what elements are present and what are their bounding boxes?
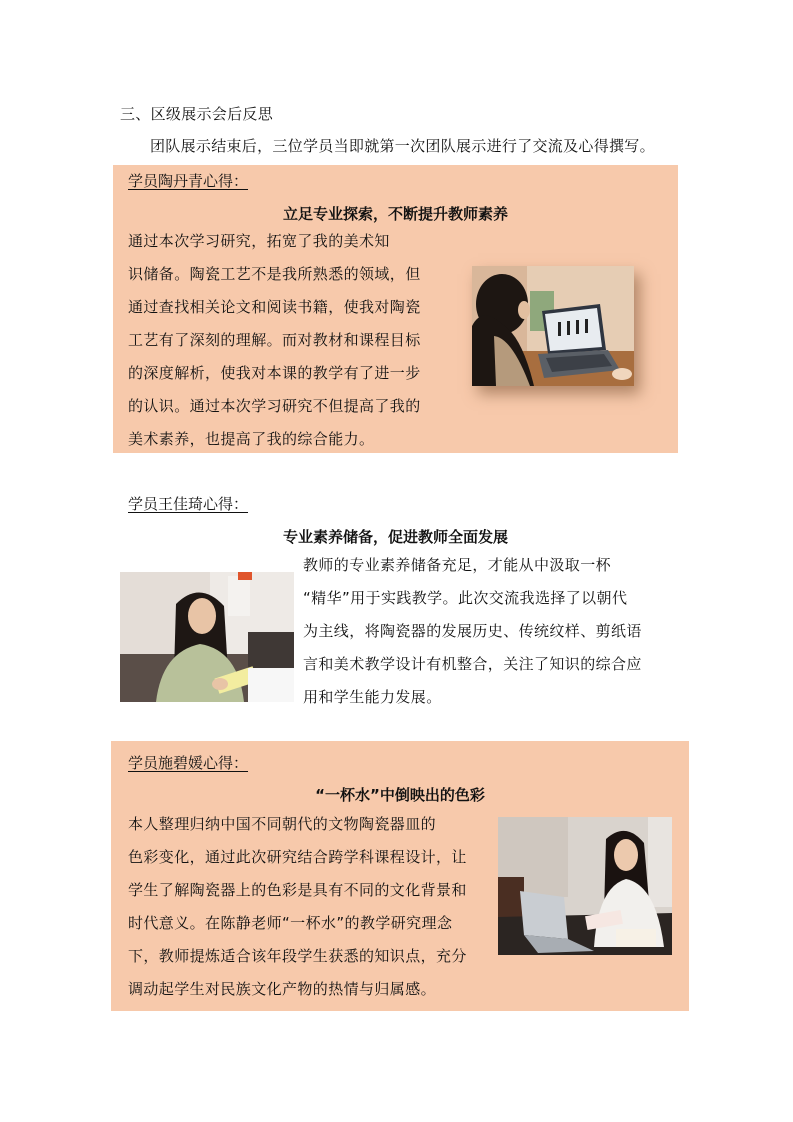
entry-body-3: 本人整理归纳中国不同朝代的文物陶瓷器皿的 色彩变化，通过此次研究结合跨学科课程设计，让 学生了解陶瓷器上的色彩是具有不同的文化背景和 时代意义。在陈静老师“一杯水”的教学研究理念 下，教师提炼适合该年段学生获悉的知识点，充分 调动起学生对民族文化产物的热情与归属感。 [128, 815, 467, 998]
entry-title-1: 立足专业探索，不断提升教师素养 [282, 205, 508, 223]
section-heading: 三、区级展示会后反思 [120, 105, 274, 123]
entry-body-2: 教师的专业素养储备充足，才能从中汲取一杯 “精华”用于实践教学。此次交流我选择了以朝代 为主线，将陶瓷器的发展历史、传统纹样、剪纸语 言和美术教学设计有机整合，关注了知识的综合应 用和学生能力发展。 [303, 556, 642, 706]
entry-title-2: 专业素养储备，促进教师全面发展 [282, 528, 508, 546]
entry-label-1: 学员陶丹青心得： [128, 172, 249, 190]
student-studying-photo-icon [120, 572, 294, 702]
intro-paragraph: 团队展示结束后，三位学员当即就第一次团队展示进行了交流及心得撰写。 [150, 137, 655, 155]
entry-photo-2 [120, 572, 294, 702]
entry-photo-1 [472, 266, 634, 386]
student-laptop-photo-icon [498, 817, 672, 955]
entry-label-2: 学员王佳琦心得： [128, 495, 249, 513]
entry-label-3: 学员施碧媛心得： [128, 754, 249, 772]
entry-title-3: “一杯水”中倒映出的色彩 [315, 786, 485, 804]
entry-photo-3 [498, 817, 672, 955]
laptop-photo-icon [472, 266, 634, 386]
entry-body-1: 通过本次学习研究，拓宽了我的美术知 识储备。陶瓷工艺不是我所熟悉的领域，但 通过查找相关论文和阅读书籍，使我对陶瓷 工艺有了深刻的理解。而对教材和课程目标 的深度解析，使我对本课的教学有了进一步 的认识。通过本次学习研究不但提高了我的 美术素养，也提高了我的综合能力。 [128, 232, 421, 448]
